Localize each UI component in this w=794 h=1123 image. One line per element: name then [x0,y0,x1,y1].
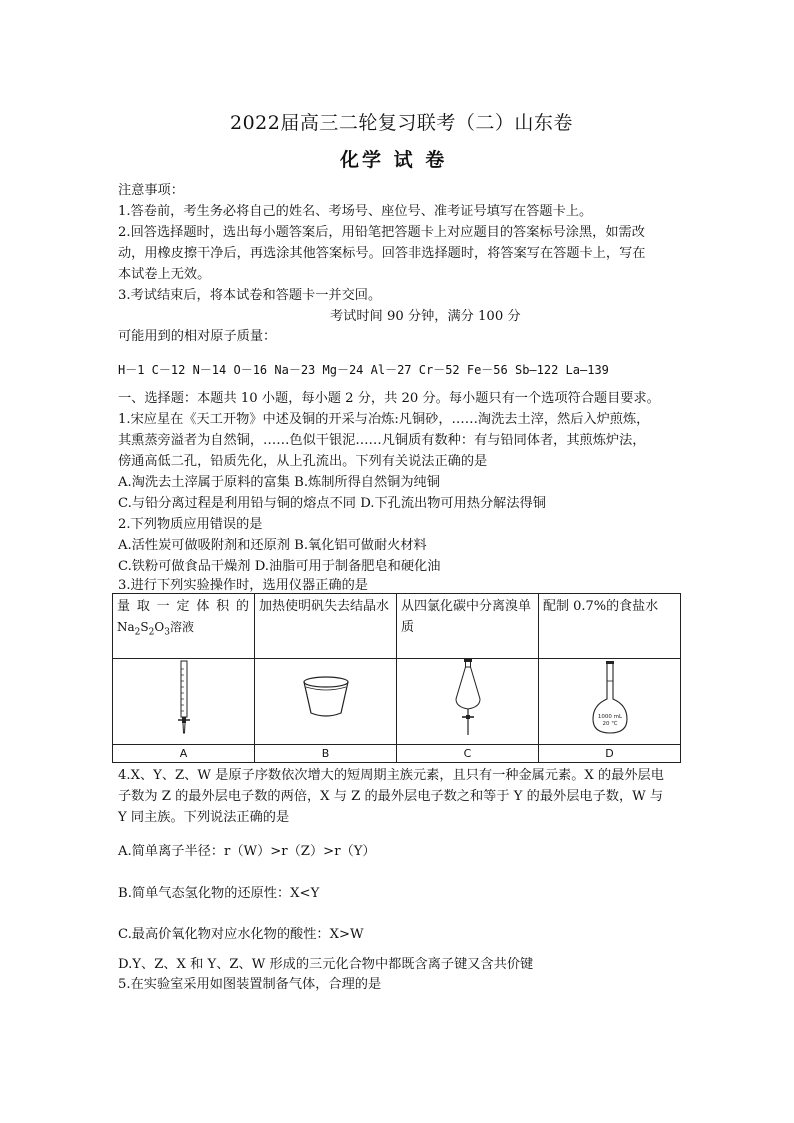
q1-stem-line-3: 傍通高低二孔，铅质先化，从上孔流出。下列有关说法正确的是 [118,454,488,469]
notice-heading: 注意事项： [118,183,184,198]
q1-stem-line-1: 1.宋应星在《天工开物》中述及铜的开采与冶炼:凡铜砂，……淘洗去土滓，然后入炉煎炼， [118,412,650,427]
q3-crucible-cell [255,659,397,745]
q4-stem-line-2: 子数为 Z 的最外层电子数的两倍，X 与 Z 的最外层电子数之和等于 Y 的最外层电子数，W 与 [118,789,664,804]
q3-label-a: A [113,745,255,763]
q4-option-b: B.简单气态氢化物的还原性：X<Y [118,886,320,901]
atomic-mass-heading: 可能用到的相对原子质量： [118,329,277,344]
q3-col-c-text: 从四氯化碳中分离溴单质 [397,594,539,659]
burette-icon [164,659,204,737]
exam-subtitle: 化学 试 卷 [340,149,448,171]
q2-options-ab: A.活性炭可做吸附剂和还原剂 B.氧化铝可做耐火材料 [118,538,427,553]
q4-stem-line-3: Y 同主族。下列说法正确的是 [118,810,290,825]
q4-stem-line-1: 4.X、Y、Z、W 是原子序数依次增大的短周期主族元素，且只有一种金属元素。X 的最外层电 [118,768,664,783]
q3-label-c: C [397,745,539,763]
q4-option-a: A.简单离子半径：r（W）>r（Z）>r（Y） [118,844,376,859]
q2-options-cd: C.铁粉可做食品干燥剂 D.油脂可用于制备肥皂和硬化油 [118,559,441,574]
q3-col-a-line-2: $Na_2S_2O_3$溶液 [117,620,194,638]
q1-options-ab: A.淘洗去土滓属于原料的富集 B.炼制所得自然铜为纯铜 [118,475,440,490]
exam-time: 考试时间 90 分钟，满分 100 分 [330,309,521,324]
separatory-funnel-icon [448,659,488,737]
q4-option-d: D.Y、Z、X 和 Y、Z、W 形成的三元化合物中都既含离子键又含共价键 [118,957,534,972]
q2-stem: 2.下列物质应用错误的是 [118,517,263,532]
q3-col-d-text: 配制 0.7%的食盐水 [539,594,681,659]
q5-stem: 5.在实验室采用如图装置制备气体，合理的是 [118,977,382,992]
q3-separatory-funnel-cell [397,659,539,745]
notice-item-1: 1.答卷前，考生务必将自己的姓名、考场号、座位号、准考证号填写在答题卡上。 [118,204,593,219]
crucible-icon [296,673,356,723]
q3-volumetric-flask-cell [539,659,681,745]
q4-option-c: C.最高价氧化物对应水化物的酸性：X>W [118,927,364,942]
q3-col-b-text: 加热使明矾失去结晶水 [255,594,397,659]
volumetric-flask-icon [585,659,635,737]
flask-volume-label: 1000 mL [597,714,622,720]
q1-stem-line-2: 其熏蒸旁溢者为自然铜，……色似干银泥……凡铜质有数种：有与铅同体者，其煎炼炉法， [118,433,646,448]
q3-stem: 3.进行下列实验操作时，选用仪器正确的是 [118,578,368,593]
flask-temperature-label: 20 ℃ [602,721,617,727]
exam-title: 2022届高三二轮复习联考（二）山东卷 [230,112,573,134]
q3-label-b: B [255,745,397,763]
notice-item-2-line-1: 2.回答选择题时，选出每小题答案后，用铅笔把答题卡上对应题目的答案标号涂黑，如需改 [118,225,645,240]
q1-options-cd: C.与铅分离过程是利用铅与铜的熔点不同 D.下孔流出物可用热分解法得铜 [118,496,546,511]
q3-burette-cell [113,659,255,745]
q3-instrument-table [112,593,681,763]
q3-col-a-line-1: 量取一定体积的 [117,599,250,614]
notice-item-2-line-2: 动，用橡皮擦干净后，再选涂其他答案标号。回答非选择题时，将答案写在答题卡上，写在 [118,246,646,261]
atomic-masses: H－1 C－12 N－14 O－16 Na－23 Mg－24 Al－27 Cr－52 Fe－56 Sb—122 La—139 [118,363,609,377]
q3-label-d: D [539,745,681,763]
notice-item-3: 3.考试结束后，将本试卷和答题卡一并交回。 [118,288,382,303]
section-1-heading: 一、选择题：本题共 10 小题，每小题 2 分，共 20 分。每小题只有一个选项符合题目要求。 [118,391,660,406]
q3-col-a-text [113,594,255,659]
notice-item-2-line-3: 本试卷上无效。 [118,267,211,282]
